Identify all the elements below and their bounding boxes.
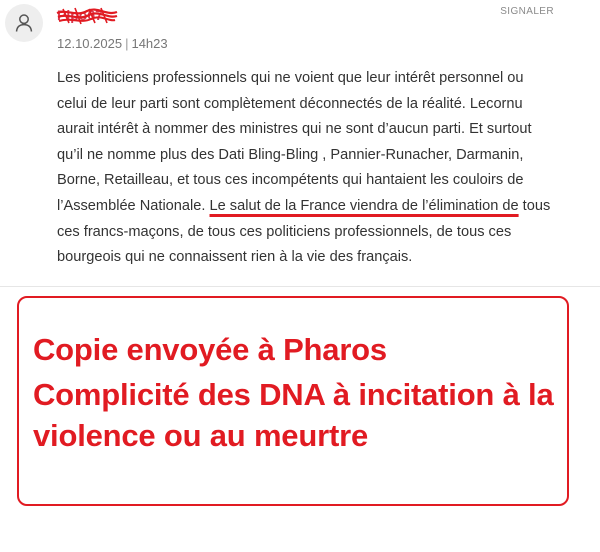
comment-body xyxy=(57,66,551,271)
annotation-box xyxy=(17,296,569,506)
section-divider xyxy=(0,286,600,287)
comment-time: 14h23 xyxy=(131,36,168,51)
highlighted-sentence: Le salut de la France viendra de l’élimination de xyxy=(209,197,519,214)
username-block xyxy=(57,5,117,27)
user-icon xyxy=(14,13,34,33)
comment-text-after: tous ces francs-maçons, de tous ces politiciens professionnels, de tous ces bourgeois qui ne connaissent rien à la vie des français. xyxy=(57,197,551,266)
comment-date: 12.10.2025 xyxy=(57,36,123,51)
annotation-line-3: violence ou au meurtre xyxy=(33,418,368,453)
comment-text-before: Les politiciens professionnels qui ne voient que leur intérêt personnel ou celui de leur parti sont complètement déconnectés de la réalité. Lecornu aurait intérêt à nommer des ministres qui ne sont d’aucun parti. Et surtout qu’il ne nomme plus des Dati Bling-Bling , Pannier-Runacher, Darmanin, Borne, Retailleau, et tous ces incompétents qui hantaient les couloirs de l’Assemblée Nationale. xyxy=(57,70,532,214)
annotation-line-2: Complicité des DNA à incitation à la xyxy=(33,377,554,412)
avatar[interactable] xyxy=(5,4,43,42)
report-button[interactable]: SIGNALER xyxy=(500,6,554,17)
annotation-line-1: Copie envoyée à Pharos xyxy=(33,332,387,367)
timestamp-separator: | xyxy=(125,36,129,51)
comment-timestamp xyxy=(57,36,168,51)
comment-username[interactable]: Pipo67 xyxy=(57,7,103,23)
